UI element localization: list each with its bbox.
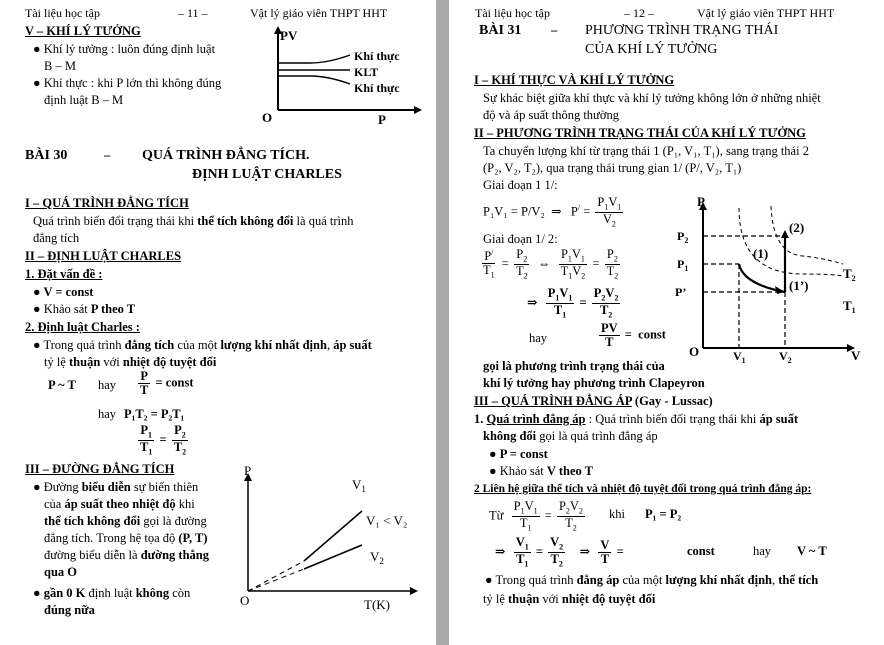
denominator: $T_1V_2$ (560, 263, 586, 281)
paragraph-line (483, 429, 658, 443)
denominator: T (140, 383, 149, 398)
text: khi (175, 497, 195, 511)
symbol: V (733, 349, 742, 363)
formula-vt: ⇒ $\frac{V_1}{T_1}$ = $\frac{V_2}{T_2}$ ⇒ $\frac{V}{T}$ = (495, 535, 624, 569)
text: của (44, 497, 65, 511)
stage-label: Giai đoạn 1 1/: (483, 178, 558, 192)
bullet: ● Khí lý tưởng : luôn đúng định luật (33, 42, 216, 56)
text: Quá trình biến đổi trạng thái khi (33, 214, 198, 228)
formula-text: P₁V₁ = P/V₂ (483, 204, 545, 219)
text-bold: lượng khí nhất định (220, 338, 327, 352)
denominator: $T_1$ (483, 263, 495, 280)
symbol: T (843, 266, 852, 281)
v2-label: $V_2$ (779, 349, 792, 365)
text-bold: lượng khí nhất định (665, 573, 772, 587)
text-bold: thuận (508, 592, 540, 606)
formula-p-over-t (136, 370, 194, 397)
text-bold: nhiệt độ tuyệt đối (561, 592, 656, 606)
fraction (138, 370, 150, 397)
text-bold: thể tích không đổi (44, 514, 141, 528)
text-bold: V theo T (546, 464, 593, 478)
fraction (605, 248, 621, 281)
numerator: $P_1V_1$ (560, 247, 585, 264)
text-bold: 1. (474, 412, 487, 426)
const: const (165, 375, 194, 390)
text-bold: áp suất (759, 412, 798, 426)
fraction (592, 287, 621, 320)
hay-label: hay (529, 331, 548, 345)
text: sự biến thiên (130, 480, 199, 494)
p-prime-label: P’ (675, 285, 687, 299)
text: gọi là quá trình đẳng áp (536, 429, 658, 443)
text-bold: biểu diễn (81, 480, 131, 494)
text: Từ (489, 508, 504, 523)
bullet: ● Khảo sát V theo T (489, 464, 593, 478)
section-title: I – QUÁ TRÌNH ĐẲNG TÍCH (25, 196, 189, 210)
numerator: $P_2V_2$ (593, 286, 619, 303)
denominator: $T_2$ (515, 263, 528, 281)
text: Khí thực : khi P lớn thì không đúng (43, 76, 222, 90)
text: còn (169, 586, 191, 600)
paragraph-line: ● Đường biểu diễn sự biến thiên (33, 480, 199, 494)
origin-label: O (262, 110, 273, 125)
section-title: II – ĐỊNH LUẬT CHARLES (25, 249, 182, 263)
numerator: $P_1$ (140, 423, 152, 440)
text: P = const (499, 447, 548, 461)
symbol: P (677, 257, 685, 271)
x-axis-label: T(K) (364, 597, 390, 612)
origin-label: O (689, 344, 700, 359)
curve-label-top: Khí thực (354, 49, 400, 63)
lesson-label: BÀI 30 (25, 148, 68, 163)
p1-label: $P_1$ (677, 257, 689, 273)
subsection-title: 2 Liên hệ giữa thể tích và nhiệt độ tuyệt đối trong quá trình đẳng áp: (474, 483, 812, 495)
state-1-prime-label: (1’) (789, 278, 809, 293)
symbol: V (779, 349, 788, 363)
denominator: $T_1$ (516, 551, 529, 569)
symbol: V (352, 477, 362, 492)
numerator: $P_1V_1$ (547, 286, 573, 303)
paragraph-line: ● Trong quá trình đẳng áp của một lượng khí nhất định, thể tích (485, 573, 819, 587)
symbol: P (174, 423, 182, 437)
numerator: $V_2$ (550, 535, 564, 552)
text: đẳng tích. Trong hệ tọa độ (44, 531, 179, 545)
line-label-v2: $V_2$ (370, 549, 384, 566)
fraction (138, 424, 154, 457)
paragraph-line (483, 592, 655, 606)
state-1-label: (1) (753, 246, 769, 261)
comparison-label: V₁ < V₂ (366, 513, 408, 528)
fraction (512, 500, 540, 533)
text: Đường (43, 480, 82, 494)
denominator: $T_2$ (550, 551, 563, 569)
const: const (687, 544, 715, 558)
formula-combined: ⇒ $\frac{P_1V_1}{T_1}$ = $\frac{P_2V_2}{T_2}$ (527, 286, 619, 320)
x-axis-label: P (378, 112, 386, 127)
conclusion-line: gọi là phương trình trạng thái của (483, 359, 665, 373)
numerator: $P_2$ (174, 423, 186, 440)
text-bold: nhiệt độ tuyệt đối (122, 355, 217, 369)
header-source: Tài liệu học tập (25, 6, 100, 20)
paragraph-line (44, 497, 195, 511)
section-title (474, 394, 713, 408)
formula-ratio (136, 424, 190, 457)
numerator: $P_2$ (516, 247, 528, 264)
text: tỷ lệ (44, 355, 69, 369)
fraction (599, 322, 620, 349)
text: của một (174, 338, 221, 352)
symbol: P (677, 229, 685, 243)
text: , (772, 573, 779, 587)
text-bold: không đổi (483, 429, 537, 443)
hay-label: hay (753, 544, 772, 558)
equals: = (159, 432, 167, 447)
paragraph-line (474, 412, 798, 426)
lesson-title-2: ĐỊNH LUẬT CHARLES (192, 167, 342, 182)
header-page-number: – 12 – (624, 6, 654, 20)
fraction (546, 287, 575, 320)
section-title: I – KHÍ THỰC VÀ KHÍ LÝ TƯỞNG (474, 73, 675, 87)
text: với (539, 592, 562, 606)
y-axis-label: P (697, 194, 705, 209)
formula-cross: P₁T₂ = P₂T₁ (124, 407, 185, 421)
hay-label: hay (98, 407, 117, 421)
text-bold: III – QUÁ TRÌNH ĐẲNG ÁP (474, 394, 632, 408)
curve-label-mid: KLT (354, 65, 379, 79)
text: định luật B – M (44, 93, 124, 107)
numerator: $P_1V_1$ (597, 195, 622, 212)
v1-label: $V_1$ (733, 349, 746, 365)
conclusion-line: khí lý tưởng hay phương trình Clapeyron (483, 376, 705, 390)
text: , (326, 338, 334, 352)
numerator: $P_1V_1$ (513, 499, 538, 516)
symbol: T (843, 298, 852, 313)
fraction (559, 248, 588, 281)
section-title: III – ĐƯỜNG ĐẲNG TÍCH (25, 462, 175, 476)
formula-from: Từ $\frac{P_1V_1}{T_1}$ = $\frac{P_2V_2}{T_2}$ (489, 499, 583, 533)
denominator: T (600, 551, 610, 566)
numerator: P (140, 369, 148, 383)
paragraph-line: ● Trong quá trình đẳng tích của một lượng khí nhất định, áp suất (33, 338, 372, 352)
symbol: T (140, 439, 149, 454)
lesson-dash: – (104, 148, 111, 162)
symbol: V (370, 549, 380, 564)
khi-label: khi (609, 507, 625, 521)
numerator: PV (601, 321, 618, 335)
text-bold: áp suất theo nhiệt độ (64, 497, 176, 511)
p2-label: $P_2$ (677, 229, 689, 245)
text-bold: thể tích (778, 573, 819, 587)
t2-label: $T_2$ (843, 266, 856, 283)
paragraph-line: độ và áp suất thông thường (483, 108, 619, 122)
header-page-number: – 11 – (178, 6, 208, 20)
y-axis-label: P (244, 463, 252, 478)
lesson-title-1: PHƯƠNG TRÌNH TRẠNG THÁI (585, 23, 779, 38)
fraction (172, 424, 188, 457)
text: : Quá trình biến đổi trạng thái khi (585, 412, 760, 426)
symbol: T (173, 439, 183, 454)
subsection-title: 2. Định luật Charles : (25, 320, 140, 334)
text-bold: gần 0 K (43, 586, 86, 600)
text: Trong quá trình (43, 338, 125, 352)
text-bold: (P, T) (178, 531, 208, 545)
paragraph-line (44, 531, 208, 545)
fraction (481, 249, 497, 280)
equals: = (155, 375, 163, 390)
denominator: $T_2$ (173, 439, 187, 457)
text: gọi là đường (140, 514, 207, 528)
text-bold: đẳng tích (124, 338, 175, 352)
header-author: Vật lý giáo viên THPT HHT (250, 6, 388, 20)
section-title: V – KHÍ LÝ TƯỞNG (25, 24, 141, 38)
text-bold: thuận (69, 355, 101, 369)
paragraph-line: (P₂, V₂, T₂), qua trạng thái trung gian 1/ (P/, V₂, T₁) (483, 161, 742, 175)
text-bold: Quá trình đẳng áp (486, 412, 586, 426)
formula-pv-t: $\frac{PV}{T}$ = const (601, 321, 666, 350)
bullet: ● Khảo sát P theo T (33, 302, 136, 316)
lesson-title-1: QUÁ TRÌNH ĐẲNG TÍCH. (142, 148, 310, 163)
fraction (514, 536, 531, 569)
lesson-label: BÀI 31 (479, 23, 522, 38)
header-source: Tài liệu học tập (475, 6, 550, 20)
curve-label-bot: Khí thực (354, 81, 400, 95)
pv-graph (258, 24, 428, 126)
formula-v-prop-t: V ~ T (797, 544, 827, 558)
pt-graph (236, 465, 432, 617)
bullet: ● Khí thực : khi P lớn thì không đúng (33, 76, 222, 90)
text-bold: đẳng áp (576, 573, 620, 587)
text: là quá trình (293, 214, 354, 228)
y-axis-label: PV (280, 28, 298, 43)
denominator: $T_2$ (565, 515, 577, 533)
numerator: $V_1$ (515, 535, 529, 552)
paragraph-line: qua O (44, 565, 78, 579)
t1-label: $T_1$ (843, 298, 856, 315)
lesson-dash: – (551, 23, 558, 37)
numerator: P/ (484, 247, 494, 263)
paragraph-line: Ta chuyển lượng khí từ trạng thái 1 (P₁, V₁, T₁), sang trạng thái 2 (483, 144, 809, 158)
text: B – M (44, 59, 76, 73)
right-page (449, 0, 884, 645)
paragraph-line (44, 514, 207, 528)
lesson-title-2: CỦA KHÍ LÝ TƯỞNG (585, 42, 718, 57)
denominator: $T_1$ (553, 302, 567, 320)
text-bold: (Gay - Lussac) (631, 394, 713, 408)
pv-state-graph (675, 194, 869, 370)
page-gutter (436, 0, 449, 645)
paragraph-line (33, 214, 353, 228)
text: Trong quá trình (495, 573, 577, 587)
paragraph-line (44, 355, 216, 369)
paragraph-line: Sự khác biệt giữa khí thực và khí lý tưởng không lớn ở những nhiệt (483, 91, 821, 105)
line-label-v1: $V_1$ (352, 477, 366, 494)
numerator: V (600, 537, 610, 552)
hay-label: hay (98, 378, 117, 392)
denominator: $V_2$ (602, 211, 616, 229)
text-bold: P theo T (90, 302, 136, 316)
text: Khảo sát (499, 464, 547, 478)
denominator: $T_1$ (140, 439, 153, 457)
const: const (638, 327, 666, 342)
denominator: $T_2$ (599, 302, 613, 320)
paragraph-line (44, 548, 209, 562)
bullet: ● V = const (33, 285, 94, 299)
formula-p-equal: P₁ = P₂ (645, 507, 682, 521)
text-bold: đường thẳng (140, 548, 209, 562)
fraction (548, 536, 565, 569)
subsection-title: 1. Đặt vấn đề : (25, 267, 103, 281)
numerator: $P_2V_2$ (558, 499, 583, 516)
text: định luật (85, 586, 136, 600)
paragraph-line: ● gần 0 K định luật không còn (33, 586, 191, 600)
fraction (514, 248, 530, 281)
stage-label: Giai đoạn 1/ 2: (483, 232, 558, 246)
text-bold: không (135, 586, 170, 600)
paragraph-line: đúng nữa (44, 603, 95, 617)
left-page (0, 0, 436, 645)
text: đường biểu diễn là (44, 548, 141, 562)
x-axis-label: V (851, 348, 861, 363)
header-author: Vật lý giáo viên THPT HHT (697, 6, 835, 20)
origin-label: O (240, 593, 250, 608)
denominator: $T_1$ (519, 515, 532, 533)
symbol: P (140, 423, 148, 437)
denominator: $T_2$ (606, 263, 619, 281)
text: của một (619, 573, 666, 587)
text-bold: áp suất (333, 338, 372, 352)
fraction (595, 196, 623, 229)
text: Khảo sát (43, 302, 91, 316)
formula-stage1: P₁V₁ = P/V₂ ⇒ P/ = $\frac{P_1V_1}{V_2}$ (483, 195, 622, 229)
text: Khí lý tưởng : luôn đúng định luật (43, 42, 216, 56)
text: V = const (43, 285, 94, 299)
numerator: $P_2$ (606, 247, 618, 264)
denominator: T (605, 335, 614, 350)
bullet: ● P = const (489, 447, 548, 461)
formula-p-prop-t: P ~ T (48, 378, 76, 392)
formula-stage2: $\frac{P^/}{T_1}$ = $\frac{P_2}{T_2}$ ⇔ $\frac{P_1V_1}{T_1V_2}$ = $\frac{P_2}{T_2}$ (483, 247, 619, 281)
fraction (598, 539, 611, 566)
text-bold: thể tích không đổi (197, 214, 294, 228)
text: tỷ lệ (483, 592, 508, 606)
paragraph-line: đẳng tích (33, 231, 80, 245)
fraction (557, 500, 585, 533)
text: với (100, 355, 123, 369)
state-2-label: (2) (789, 220, 805, 235)
section-title: II – PHƯƠNG TRÌNH TRẠNG THÁI CỦA KHÍ LÝ TƯỞNG (474, 126, 806, 140)
